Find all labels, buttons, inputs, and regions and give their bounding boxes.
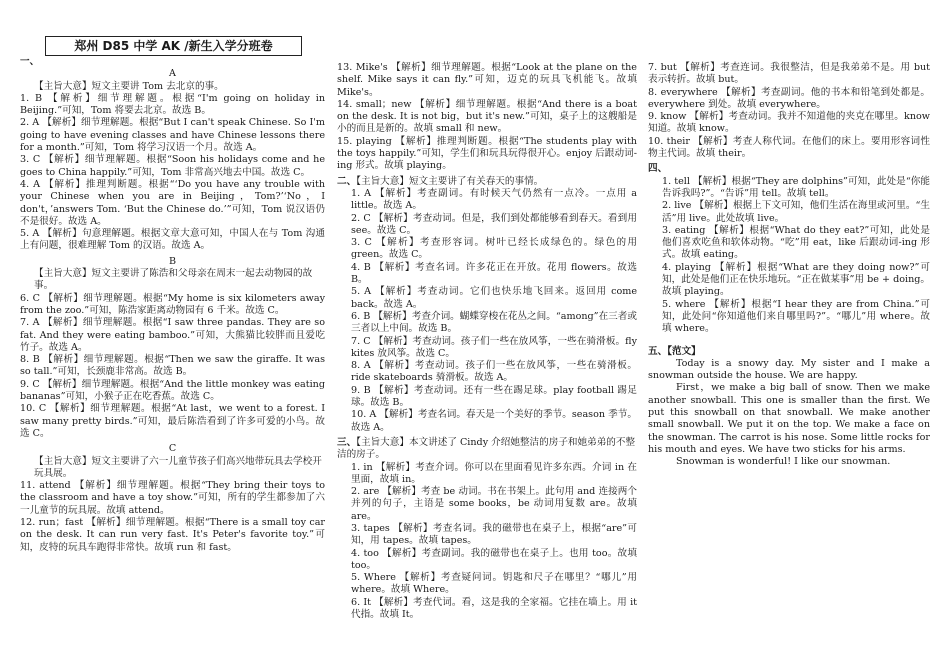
part-a-label: A	[169, 68, 176, 80]
essay-paragraph: Snowman is wonderful! I like our snowman.	[676, 456, 891, 468]
list-item: 4. playing 【解析】根据“What are they doing now?”可知，此处是他们正在快乐地玩。“正在做某事”用 be + doing。故填 playing。	[662, 261, 930, 298]
list-item: 2. A 【解析】细节理解题。根据“But I can't speak Chinese. So I'm going to have evening classes and have Chinese lessons there for a month.”可知，Tom 将学习汉语一个月。故选 A。	[20, 117, 325, 154]
list-item: 9. B 【解析】考查动词。还有一些在踢足球。play football 踢足球。故选 B。	[351, 384, 637, 409]
section-3-header	[337, 437, 637, 462]
list-item: 1. A 【解析】考查副词。有时候天气仍然有一点冷。一点用 a little。故选 A。	[351, 187, 637, 212]
list-item: 7. C 【解析】考查动词。孩子们一些在放风筝，一些在骑滑板。fly kites 放风筝。故选 C。	[351, 335, 637, 359]
list-item: 7. A 【解析】细节理解题。根据“I saw three pandas. They are so fat. And they were eating bamboo.”可知，大熊猫比较胖而且爱吃竹子。故选 A。	[20, 317, 325, 353]
list-item: 10. their 【解析】考查人称代词。在他们的床上。要用形容词性物主代词。故填 their。	[648, 135, 930, 160]
list-item: 5. A 【解析】句意理解题。根据文章大意可知，中国人在与 Tom 沟通上有问题，很难理解 Tom 的汉语。故选 A。	[20, 228, 325, 252]
list-item: 4. A 【解析】推理判断题。根据“‘Do you have any trouble with your Chinese when you are in Beijing，Tom?’‘No，I don't，’answers Tom. ‘But the Chinese do.’”可知，Tom 说汉语仍不是很好。故选 A。	[20, 178, 325, 227]
list-item: 9. know 【解析】考查动词。我并不知道他的夹克在哪里。know 知道。故填 know。	[648, 111, 930, 135]
list-item: 5. where 【解析】根据“I hear they are from China.”可知，此处问“你知道他们来自哪里吗?”。“哪儿”用 where。故填 where。	[662, 298, 930, 335]
section-1-label: 一、	[20, 56, 40, 67]
part-a-summary: 【主旨大意】短文主要讲 Tom 去北京的事。	[34, 80, 224, 92]
part-b-label: B	[168, 255, 177, 267]
list-item: 6. C 【解析】细节理解题。根据“My home is six kilometers away from the zoo.”可知，陈浩家距离动物园有 6 千米。故选 C。	[20, 292, 325, 316]
list-item: 12. run；fast 【解析】细节理解题。根据“There is a small toy car on the desk. It can run very fast. It's Peter's favorite toy.”可知，皮特的玩具车跑得非常快。故填 run 和 fast。	[20, 516, 325, 553]
essay-paragraph: Today is a snowy day. My sister and I make a snowman outside the house. We are happy.	[648, 357, 930, 382]
column-1	[20, 56, 325, 554]
part-b-summary: 【主旨大意】短文主要讲了陈浩和父母亲在周末一起去动物园的故事。	[34, 268, 313, 292]
list-item: 14. small；new 【解析】细节理解题。根据“And there is a boat on the desk. It is not big，but it's new.”可知，桌子上的这艘船是小的而且是新的。故填 small 和 new。	[337, 98, 637, 135]
part-c-summary: 【主旨大意】短文主要讲了六一儿童节孩子们高兴地带玩具去学校开玩具展。	[34, 455, 322, 479]
list-item: 6. B 【解析】考查介词。蝴蝶穿梭在花丛之间。“among”在三者或三者以上中间。故选 B。	[351, 310, 637, 335]
list-item: 3. C 【解析】考查形容词。树叶已经长成绿色的。绿色的用 green。故选 C。	[351, 237, 637, 261]
list-item: 3. eating 【解析】根据“What do they eat?”可知，此处是他们喜欢吃鱼和软体动物。“吃”用 eat，like 后跟动词-ing 形式。故填 eating。	[662, 224, 930, 261]
section-2-label: 二、	[337, 175, 357, 187]
list-item: 6. It 【解析】考查代词。看，这是我的全家福。它挂在墙上。用 it 代指。故填 It。	[351, 596, 637, 621]
list-item: 2. C 【解析】考查动词。但是，我们到处都能够看到春天。看到用 see。故选 C。	[351, 212, 637, 236]
section-3-summary: 【主旨大意】本文讲述了 Cindy 介绍她整洁的房子和她弟弟的不整洁的房子。	[337, 436, 636, 461]
list-item: 4. B 【解析】考查名词。许多花正在开放。花用 flowers。故选 B。	[351, 261, 637, 286]
list-item: 8. everywhere 【解析】考查副词。他的书本和铅笔到处都是。everywhere 到处。故填 everywhere。	[648, 86, 930, 110]
section-2-summary: 【主旨大意】短文主要讲了有关春天的事情。	[356, 175, 544, 187]
list-item: 15. playing 【解析】推理判断题。根据“The students play with the toys happily.”可知，学生们和玩具玩得很开心。enjoy 后跟动词-ing 形式。故填 playing。	[337, 135, 637, 172]
list-item: 4. too 【解析】考查副词。我的磁带也在桌子上。也用 too。故填 too。	[351, 547, 637, 571]
list-item: 5. A 【解析】考查动词。它们也快乐地飞回来。返回用 come back。故选 A。	[351, 286, 637, 310]
essay-paragraph: First，we make a big ball of snow. Then we make another snowball. This one is smaller than the first. We put this snowball on that snowball. We make another small snowball. We put it on the top. We make a face on the snowman. The carrot is his nose. Some little rocks for his mouth and eyes. We have two sticks for his arms.	[648, 382, 930, 455]
list-item: 1. in 【解析】考查介词。你可以在里面看见许多东西。介词 in 在里面，故填 in。	[351, 461, 637, 485]
part-c-label: C	[168, 443, 177, 455]
column-2	[337, 62, 637, 621]
list-item: 8. B 【解析】细节理解题。根据“Then we saw the giraffe. It was so tall.”可知，长颈鹿非常高。故选 B。	[20, 354, 325, 378]
list-item: 1. tell 【解析】根据“They are dolphins”可知，此处是“你能告诉我吗?”。“告诉”用 tell。故填 tell。	[662, 175, 930, 199]
list-item: 8. A 【解析】考查动词。孩子们一些在放风筝，一些在骑滑板。ride skateboards 骑滑板。故选 A。	[351, 360, 637, 384]
list-item: 1. B 【解析】细节理解题。根据“I'm going on holiday in Beijing.”可知，Tom 将要去北京。故选 B。	[20, 92, 325, 117]
list-item: 3. C 【解析】细节理解题。根据“Soon his holidays come and he goes to China happily.”可知，Tom 非常高兴地去中国。故选 C。	[20, 154, 325, 178]
list-item: 10. A 【解析】考查名词。春天是一个美好的季节。season 季节。故选 A。	[351, 409, 637, 433]
section-3-label: 三、	[337, 436, 357, 448]
page-title: 郑州 D85 中学 AK /新生入学分班卷	[45, 36, 302, 56]
section-2-header	[337, 176, 637, 188]
section-5-label: 五、【范文】	[648, 345, 701, 357]
section-4-label: 四、	[648, 163, 668, 175]
list-item: 9. C 【解析】细节理解题。根据“And the little monkey was eating bananas”可知，小猴子正在吃香蕉。故选 C。	[20, 378, 325, 403]
list-item: 13. Mike's 【解析】细节理解题。根据“Look at the plane on the shelf. Mike says it can fly.”可知，迈克的玩具飞机能飞。故填 Mike's。	[337, 62, 637, 98]
list-item: 3. tapes 【解析】考查名词。我的磁带也在桌子上，根据“are”可知，用 tapes。故填 tapes。	[351, 522, 637, 547]
column-3	[648, 62, 930, 469]
list-item: 7. but 【解析】考查连词。我很整洁，但是我弟弟不是。用 but 表示转折。故填 but。	[648, 62, 930, 86]
list-item: 11. attend 【解析】细节理解题。根据“They bring their toys to the classroom and have a toy show.”可知，所有的学生都参加了六一儿童节的玩具展。故填 attend。	[20, 480, 325, 516]
list-item: 2. are 【解析】考查 be 动词。书在书架上。此句用 and 连接两个并列的句子，主语是 some books，be 动词用复数 are。故填 are。	[351, 486, 637, 522]
list-item: 5. Where 【解析】考查疑问词。钥匙和尺子在哪里？“哪儿”用 where。故填 Where。	[351, 572, 637, 596]
list-item: 2. live 【解析】根据上下文可知，他们生活在海里或河里。“生活”用 live。此处故填 live。	[662, 200, 930, 224]
list-item: 10. C 【解析】细节理解题。根据“At last，we went to a forest. I saw many pretty birds.”可知，最后陈浩看到了许多可爱的小鸟。故选 C。	[20, 403, 325, 439]
